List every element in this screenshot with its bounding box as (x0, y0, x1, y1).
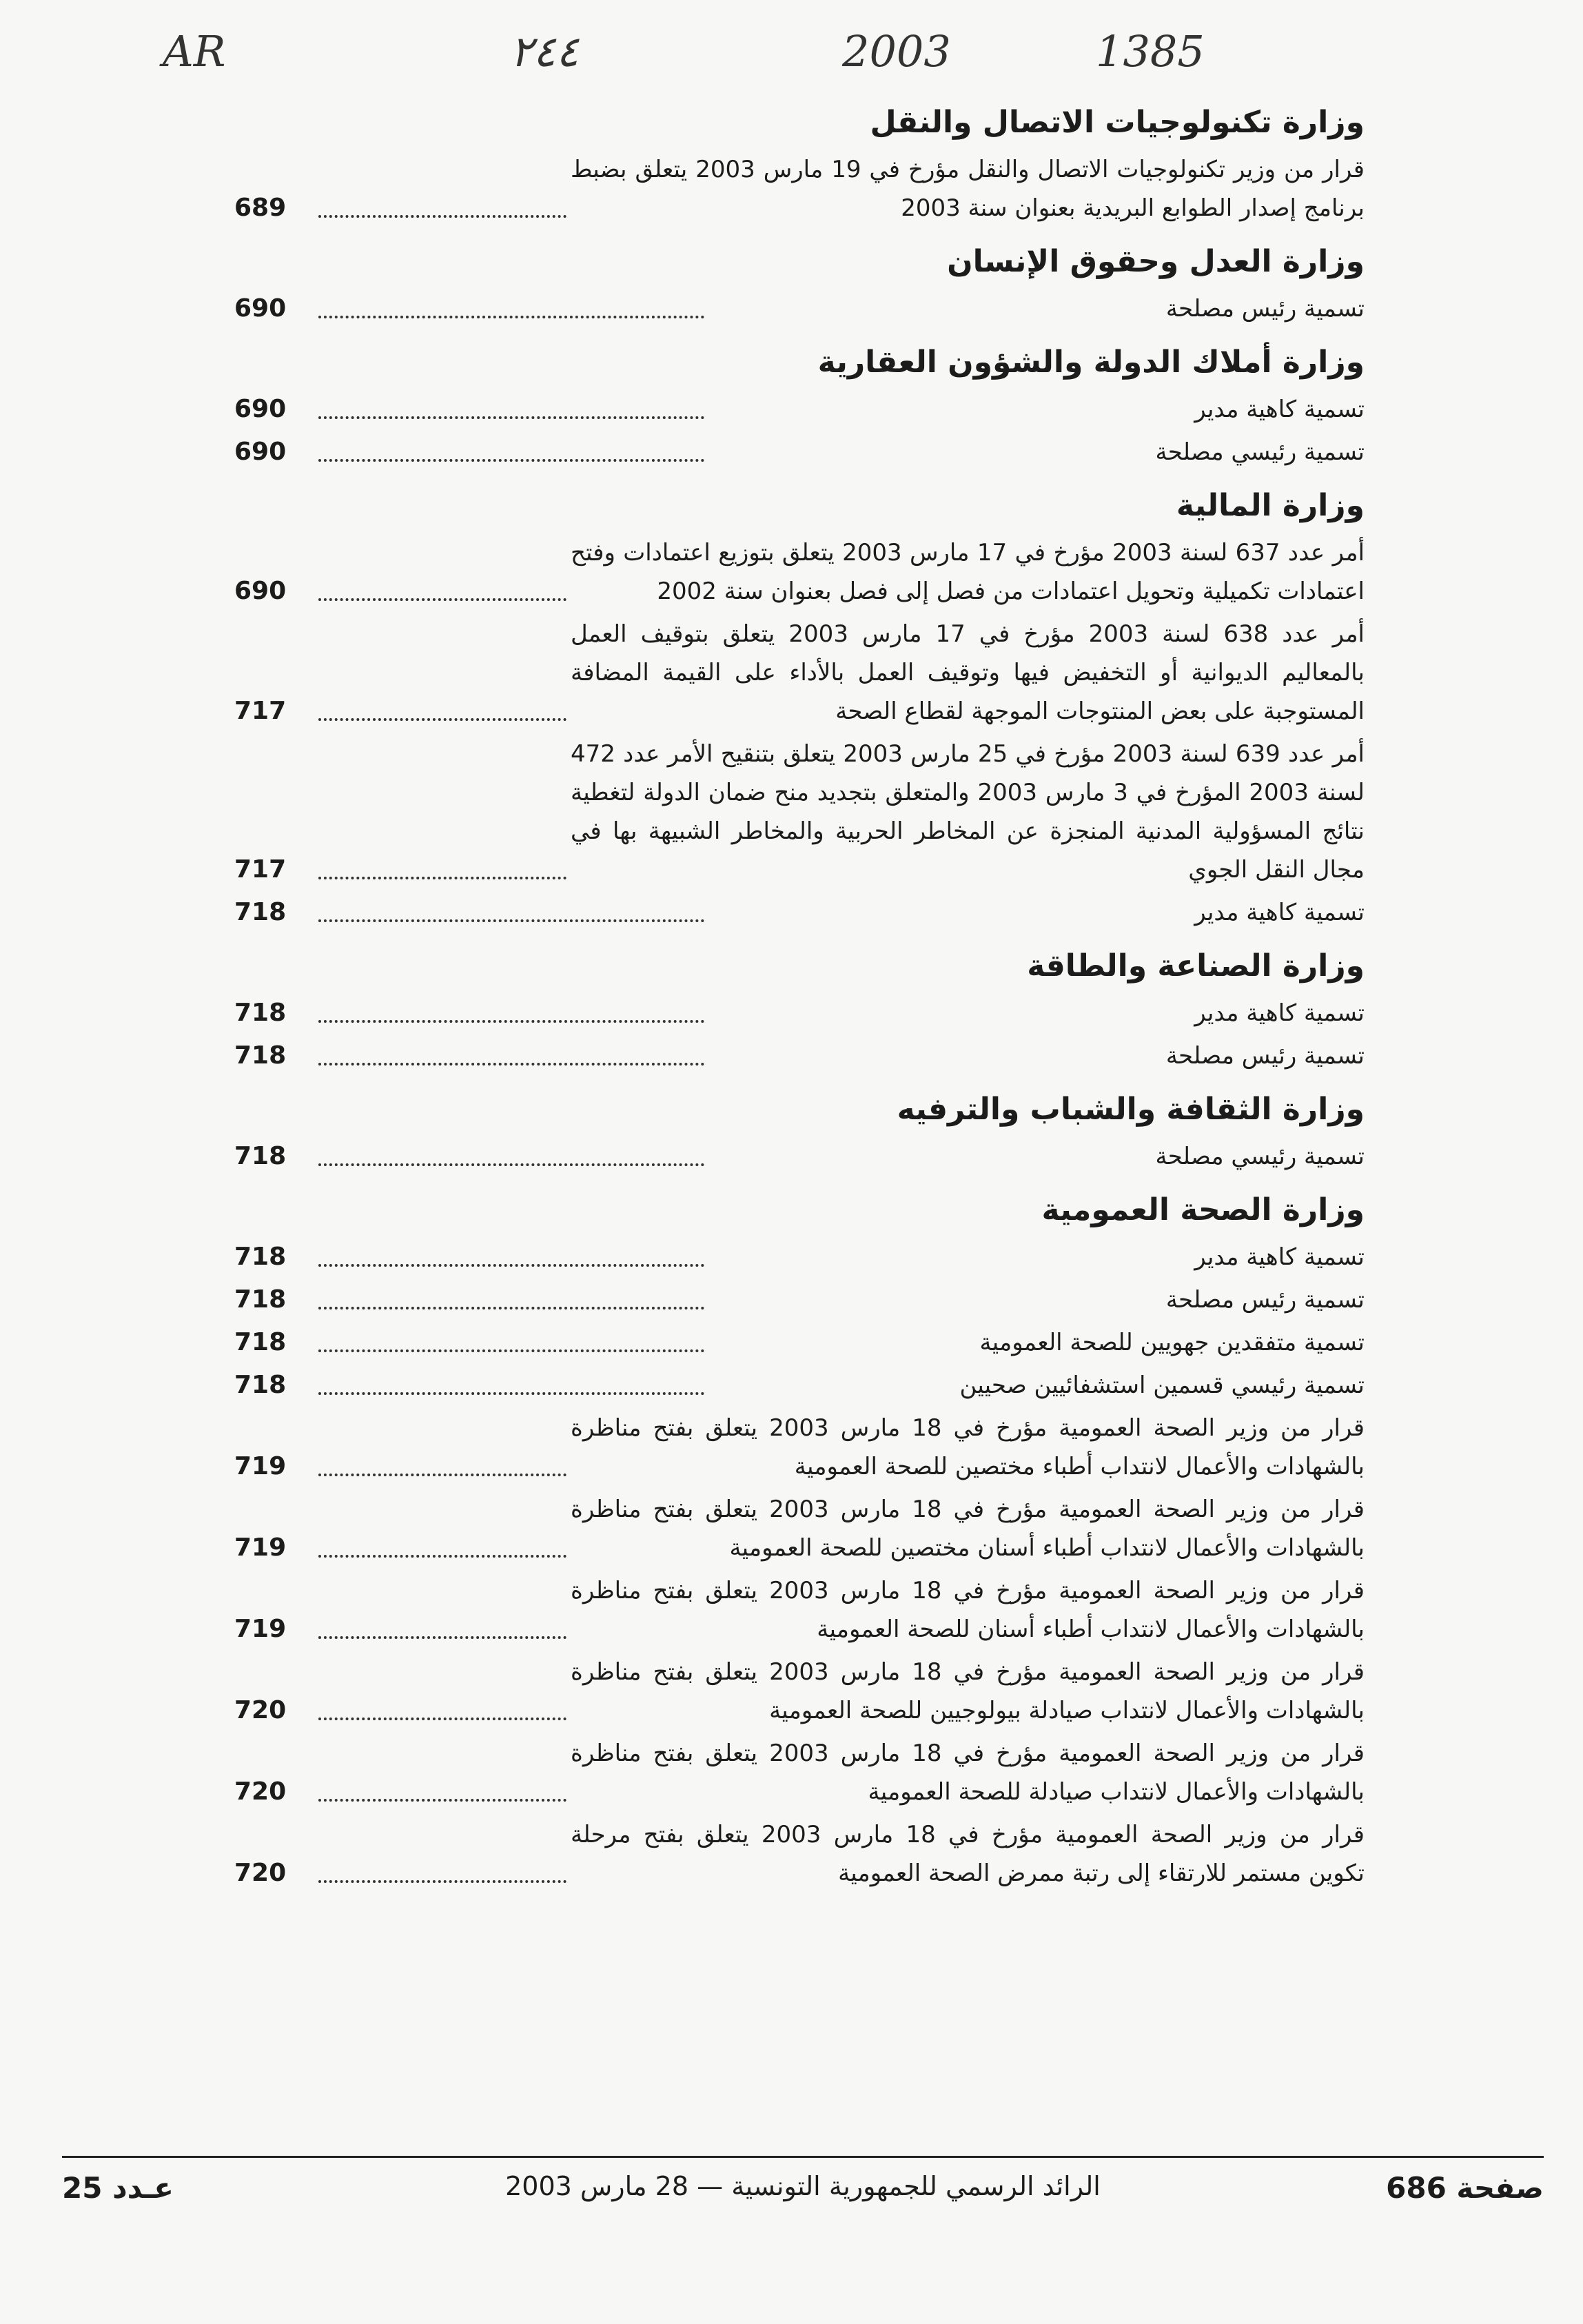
entry-page-number: 718 (234, 1371, 287, 1399)
entry-title: قرار من وزير الصحة العمومية مؤرخ في 18 مارس 2003 يتعلق بفتح مناظرة بالشهادات والأعمال لانتداب صيادلة بيولوجيين للصحة العمومية (571, 1658, 1365, 1724)
dot-leader (318, 1474, 566, 1476)
entry-page-number: 689 (234, 194, 287, 222)
toc-entry (234, 1137, 1365, 1176)
ministry-heading: وزارة العدل وحقوق الإنسان (947, 244, 1365, 279)
entry-title: قرار من وزير الصحة العمومية مؤرخ في 18 مارس 2003 يتعلق بفتح مناظرة بالشهادات والأعمال لانتداب صيادلة للصحة العمومية (571, 1740, 1365, 1806)
dot-leader (318, 1799, 566, 1802)
footer-page-number: صفحة 686 (1386, 2171, 1544, 2205)
entry-title: أمر عدد 639 لسنة 2003 مؤرخ في 25 مارس 2003 يتعلق بتنقيح الأمر عدد 472 لسنة 2003 المؤرخ في 3 مارس 2003 والمتعلق بتجديد منح ضمان الدولة لتغطية نتائج المسؤولية المدنية المنجزة عن المخاطر الحربية والمخاطر الشبيهة بها في مجال النقل الجوي (571, 740, 1365, 884)
ministry-section (234, 1188, 1365, 1893)
footer-journal-title: الرائد الرسمي للجمهورية التونسية — 28 مارس 2003 (505, 2171, 1101, 2201)
entry-page-number: 690 (234, 294, 287, 323)
dot-leader (318, 459, 704, 462)
dot-leader (318, 1636, 566, 1639)
entry-title: تسمية كاهية مدير (1194, 899, 1365, 926)
toc-entry (234, 1571, 1365, 1649)
ministry-heading: وزارة الثقافة والشباب والترفيه (897, 1092, 1365, 1127)
ministry-section (234, 484, 1365, 932)
dot-leader (318, 1880, 566, 1883)
dot-leader (318, 1555, 566, 1558)
dot-leader (318, 416, 704, 419)
ministry-heading: وزارة تكنولوجيات الاتصال والنقل (870, 105, 1365, 140)
toc-entry (234, 1366, 1365, 1405)
dot-leader (318, 919, 704, 922)
dot-leader (318, 316, 704, 318)
ministry-heading: وزارة الصناعة والطاقة (1027, 948, 1365, 983)
handwritten-note: 2003 (842, 26, 951, 77)
ministry-heading: وزارة الصحة العمومية (1041, 1192, 1365, 1227)
dot-leader (318, 1307, 704, 1309)
ministry-section (234, 340, 1365, 471)
entry-title: تسمية رئيسي مصلحة (1155, 438, 1365, 466)
toc-entry (234, 735, 1365, 889)
dot-leader (318, 598, 566, 601)
entry-page-number: 717 (234, 697, 287, 725)
handwritten-note: ٢٤٤ (510, 26, 579, 77)
entry-page-number: 719 (234, 1452, 287, 1480)
toc-entry (234, 390, 1365, 429)
footer-divider (62, 2156, 1544, 2158)
entry-title: تسمية رئيس مصلحة (1165, 295, 1365, 323)
toc-entry (234, 433, 1365, 471)
entry-page-number: 718 (234, 1328, 287, 1356)
entry-title: قرار من وزير تكنولوجيات الاتصال والنقل مؤرخ في 19 مارس 2003 يتعلق بضبط برنامج إصدار الطوابع البريدية بعنوان سنة 2003 (571, 156, 1365, 222)
entry-title: تسمية رئيس مصلحة (1165, 1042, 1365, 1070)
entry-title: قرار من وزير الصحة العمومية مؤرخ في 18 مارس 2003 يتعلق بفتح مرحلة تكوين مستمر للارتقاء إلى رتبة ممرض الصحة العمومية (571, 1821, 1365, 1887)
entry-page-number: 720 (234, 1859, 287, 1887)
entry-title: قرار من وزير الصحة العمومية مؤرخ في 18 مارس 2003 يتعلق بفتح مناظرة بالشهادات والأعمال لانتداب أطباء مختصين للصحة العمومية (571, 1414, 1365, 1480)
entry-title: أمر عدد 637 لسنة 2003 مؤرخ في 17 مارس 2003 يتعلق بتوزيع اعتمادات وفتح اعتمادات تكميلية وتحويل اعتمادات من فصل إلى فصل بعنوان سنة 2002 (571, 539, 1365, 605)
entry-page-number: 717 (234, 855, 287, 884)
entry-title: تسمية كاهية مدير (1194, 396, 1365, 423)
ministry-heading: وزارة المالية (1176, 488, 1365, 523)
toc-entry (234, 1323, 1365, 1362)
entry-title: أمر عدد 638 لسنة 2003 مؤرخ في 17 مارس 2003 يتعلق بتوقيف العمل بالمعاليم الديوانية أو التخفيض فيها وتوقيف العمل بالأداء على القيمة المضافة المستوجبة على بعض المنتوجات الموجهة لقطاع الصحة (571, 620, 1365, 725)
page-footer (62, 2171, 1544, 2219)
toc-entry (234, 1238, 1365, 1276)
entry-page-number: 690 (234, 577, 287, 605)
entry-page-number: 718 (234, 999, 287, 1027)
toc-entry (234, 1037, 1365, 1075)
handwritten-note: AR (163, 26, 226, 77)
table-of-contents (234, 88, 1365, 1901)
dot-leader (318, 215, 566, 218)
footer-issue-number: عـدد 25 (62, 2171, 174, 2205)
toc-entry (234, 994, 1365, 1032)
entry-title: تسمية كاهية مدير (1194, 999, 1365, 1027)
toc-entry (234, 533, 1365, 611)
toc-entry (234, 1281, 1365, 1319)
entry-title: تسمية كاهية مدير (1194, 1243, 1365, 1271)
toc-entry (234, 289, 1365, 328)
toc-entry (234, 1815, 1365, 1893)
dot-leader (318, 877, 566, 879)
dot-leader (318, 1264, 704, 1267)
dot-leader (318, 1163, 704, 1166)
ministry-section (234, 1088, 1365, 1176)
ministry-section (234, 944, 1365, 1075)
toc-entry (234, 1734, 1365, 1811)
toc-entry (234, 1409, 1365, 1486)
dot-leader (318, 718, 566, 721)
entry-page-number: 718 (234, 1041, 287, 1070)
entry-page-number: 718 (234, 1285, 287, 1314)
entry-page-number: 718 (234, 1243, 287, 1271)
entry-title: تسمية رئيس مصلحة (1165, 1286, 1365, 1314)
entry-title: تسمية رئيسي مصلحة (1155, 1143, 1365, 1170)
dot-leader (318, 1392, 704, 1395)
entry-page-number: 719 (234, 1615, 287, 1643)
toc-entry (234, 1490, 1365, 1567)
entry-page-number: 720 (234, 1696, 287, 1724)
entry-title: قرار من وزير الصحة العمومية مؤرخ في 18 مارس 2003 يتعلق بفتح مناظرة بالشهادات والأعمال لانتداب أطباء أسنان مختصين للصحة العمومية (571, 1496, 1365, 1562)
dot-leader (318, 1717, 566, 1720)
entry-page-number: 690 (234, 395, 287, 423)
entry-page-number: 718 (234, 898, 287, 926)
toc-entry (234, 893, 1365, 932)
ministry-heading: وزارة أملاك الدولة والشؤون العقارية (817, 345, 1365, 380)
toc-entry (234, 615, 1365, 731)
entry-title: تسمية متفقدين جهويين للصحة العمومية (979, 1329, 1365, 1356)
entry-page-number: 690 (234, 438, 287, 466)
entry-page-number: 719 (234, 1533, 287, 1562)
ministry-section (234, 101, 1365, 227)
entry-page-number: 720 (234, 1777, 287, 1806)
dot-leader (318, 1020, 704, 1023)
dot-leader (318, 1063, 704, 1066)
dot-leader (318, 1349, 704, 1352)
ministry-section (234, 240, 1365, 328)
toc-entry (234, 1653, 1365, 1730)
entry-title: قرار من وزير الصحة العمومية مؤرخ في 18 مارس 2003 يتعلق بفتح مناظرة بالشهادات والأعمال لانتداب أطباء أسنان للصحة العمومية (571, 1577, 1365, 1643)
toc-entry (234, 150, 1365, 227)
entry-page-number: 718 (234, 1142, 287, 1170)
handwritten-note: 1385 (1096, 26, 1205, 77)
entry-title: تسمية رئيسي قسمين استشفائيين صحيين (959, 1372, 1365, 1399)
